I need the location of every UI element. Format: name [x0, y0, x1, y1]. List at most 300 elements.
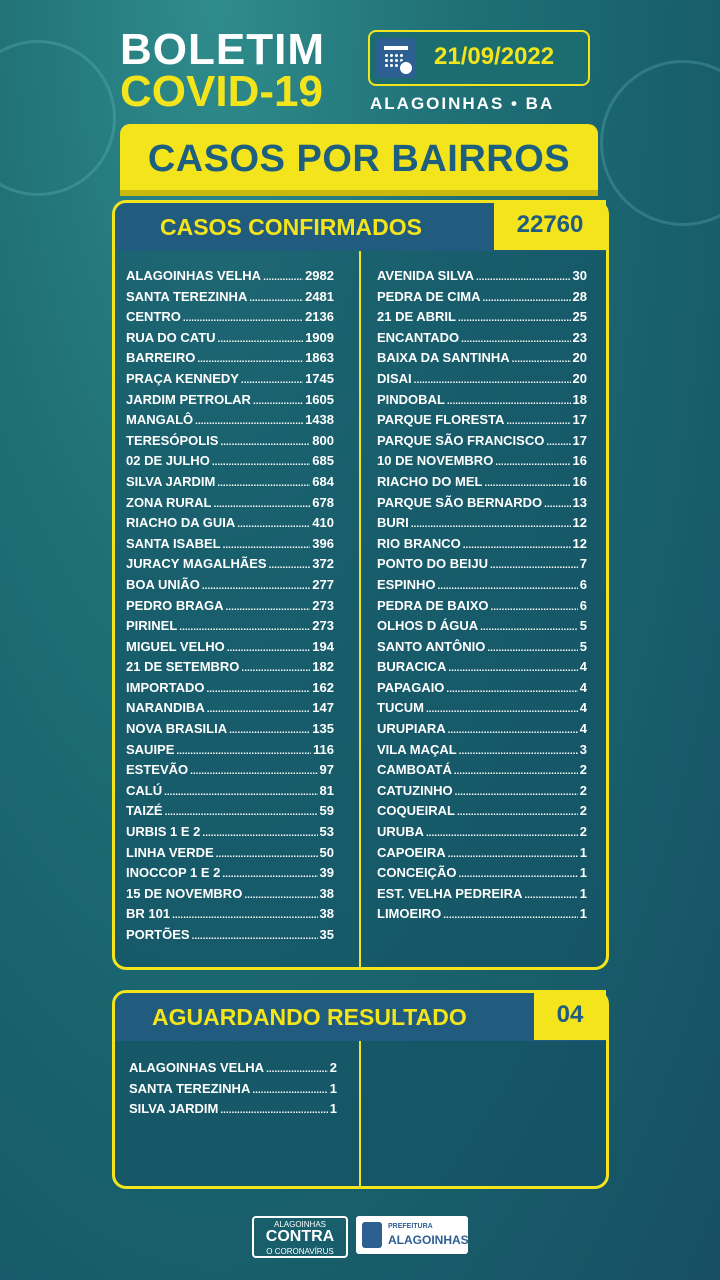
neighborhood-name: DISAI	[377, 370, 412, 386]
case-count: 23	[572, 329, 587, 345]
neighborhood-name: ENCANTADO	[377, 329, 460, 345]
confirmed-label: CASOS CONFIRMADOS	[160, 214, 422, 240]
case-count: 20	[572, 350, 587, 366]
neighborhood-name: IMPORTADO	[126, 679, 205, 695]
neighborhood-name: 10 DE NOVEMBRO	[377, 453, 494, 469]
neighborhood-row	[126, 453, 334, 474]
dot-leader	[244, 890, 317, 901]
neighborhood-row	[126, 783, 334, 804]
neighborhood-row	[377, 783, 587, 804]
case-count: 116	[313, 741, 334, 757]
neighborhood-name: CATUZINHO	[377, 782, 453, 798]
neighborhood-row	[377, 845, 587, 866]
neighborhood-name: CONCEIÇÃO	[377, 865, 457, 881]
neighborhood-row	[126, 371, 334, 392]
neighborhood-name: SILVA JARDIM	[129, 1101, 219, 1117]
neighborhood-row	[377, 309, 587, 330]
neighborhood-row	[126, 886, 334, 907]
neighborhood-name: OLHOS D ÁGUA	[377, 618, 479, 634]
dot-leader	[447, 396, 571, 407]
neighborhood-name: TERESÓPOLIS	[126, 432, 219, 448]
case-count: 2	[579, 803, 587, 819]
neighborhood-row	[126, 639, 334, 660]
neighborhood-row	[126, 392, 334, 413]
neighborhood-name: PORTÕES	[126, 927, 190, 942]
neighborhood-row	[126, 845, 334, 866]
banner-shadow	[120, 190, 598, 196]
neighborhood-row	[377, 824, 587, 845]
neighborhood-name: COQUEIRAL	[377, 803, 455, 819]
neighborhood-name: LINHA VERDE	[126, 844, 214, 860]
neighborhood-name: RUA DO CATU	[126, 329, 216, 345]
neighborhood-row	[126, 536, 334, 557]
dot-leader	[202, 828, 317, 839]
neighborhood-name: TAIZÉ	[126, 803, 163, 819]
case-count: 2	[329, 1060, 337, 1075]
neighborhood-row	[377, 659, 587, 680]
case-count: 30	[572, 268, 587, 283]
case-count: 4	[579, 659, 587, 675]
dot-leader	[172, 910, 317, 921]
neighborhood-row	[126, 618, 334, 639]
prefeitura-logo	[356, 1216, 468, 1254]
case-count: 1	[579, 906, 587, 922]
date-box	[368, 30, 590, 86]
neighborhood-name: BURACICA	[377, 659, 447, 675]
case-count: 81	[319, 782, 334, 798]
neighborhood-name: MANGALÔ	[126, 412, 194, 428]
neighborhood-name: SILVA JARDIM	[126, 473, 216, 489]
dot-leader	[455, 787, 578, 798]
dot-leader	[220, 1105, 327, 1116]
contra-coronavirus-logo	[252, 1216, 348, 1258]
confirmed-header	[115, 203, 606, 251]
dot-leader	[176, 746, 311, 757]
neighborhood-name: SANTA TEREZINHA	[129, 1080, 251, 1096]
dot-leader	[241, 663, 310, 674]
dot-leader	[218, 334, 304, 345]
location: ALAGOINHAS • BA	[370, 94, 555, 113]
neighborhood-name: ALAGOINHAS VELHA	[129, 1060, 265, 1075]
neighborhood-name: PARQUE FLORESTA	[377, 412, 505, 428]
neighborhood-row	[377, 433, 587, 454]
neighborhood-row	[377, 556, 587, 577]
case-count: 97	[319, 762, 334, 778]
neighborhood-row	[377, 886, 587, 907]
cases-by-neighborhood-banner	[120, 124, 598, 190]
case-count: 7	[579, 556, 587, 572]
case-count: 38	[319, 885, 334, 901]
column-divider	[359, 251, 361, 967]
dot-leader	[414, 375, 571, 386]
neighborhood-row	[126, 289, 334, 310]
dot-leader	[269, 560, 311, 571]
dot-leader	[544, 499, 570, 510]
neighborhood-row	[129, 1081, 337, 1102]
case-count: 1	[329, 1101, 337, 1117]
case-count: 800	[312, 432, 334, 448]
dot-leader	[484, 478, 570, 489]
neighborhood-row	[126, 515, 334, 536]
case-count: 182	[312, 659, 334, 675]
dot-leader	[480, 622, 578, 633]
dot-leader	[237, 519, 310, 530]
case-count: 4	[579, 721, 587, 737]
awaiting-total: 04	[534, 990, 606, 1040]
neighborhood-name: PEDRA DE CIMA	[377, 288, 481, 304]
case-count: 2136	[305, 309, 334, 325]
dot-leader	[229, 725, 310, 736]
dot-leader	[227, 643, 311, 654]
neighborhood-name: VILA MAÇAL	[377, 741, 457, 757]
neighborhood-name: PARQUE SÃO FRANCISCO	[377, 432, 545, 448]
logo1-bottom: O CORONAVÍRUS	[266, 1247, 334, 1256]
dot-leader	[448, 663, 577, 674]
neighborhood-name: PINDOBAL	[377, 391, 445, 407]
neighborhood-row	[126, 680, 334, 701]
neighborhood-name: INOCCOP 1 E 2	[126, 865, 221, 881]
case-count: 2	[579, 824, 587, 840]
title-covid: COVID-19	[120, 67, 323, 116]
neighborhood-row	[126, 495, 334, 516]
case-count: 1438	[305, 412, 334, 428]
neighborhood-name: EST. VELHA PEDREIRA	[377, 885, 523, 901]
case-count: 396	[312, 535, 334, 551]
neighborhood-row	[377, 762, 587, 783]
case-count: 372	[312, 556, 334, 572]
dot-leader	[220, 437, 310, 448]
awaiting-label: AGUARDANDO RESULTADO	[152, 1004, 467, 1030]
case-count: 162	[312, 679, 334, 695]
neighborhood-row	[126, 824, 334, 845]
dot-leader	[490, 602, 577, 613]
column-divider	[359, 1041, 361, 1186]
confirmed-total: 22760	[494, 200, 606, 250]
neighborhood-name: BR 101	[126, 906, 171, 922]
dot-leader	[443, 910, 577, 921]
confirmed-right-column	[377, 268, 587, 927]
neighborhood-row	[377, 639, 587, 660]
dot-leader	[458, 313, 571, 324]
neighborhood-row	[377, 680, 587, 701]
neighborhood-row	[377, 700, 587, 721]
dot-leader	[459, 746, 578, 757]
dot-leader	[426, 704, 578, 715]
case-count: 6	[579, 597, 587, 613]
dot-leader	[463, 540, 571, 551]
neighborhood-name: 15 DE NOVEMBRO	[126, 885, 243, 901]
dot-leader	[457, 807, 578, 818]
neighborhood-row	[377, 474, 587, 495]
case-count: 2481	[305, 288, 334, 304]
dot-leader	[512, 354, 571, 365]
dot-leader	[461, 334, 570, 345]
neighborhood-row	[377, 577, 587, 598]
case-count: 273	[312, 618, 334, 634]
neighborhood-name: PONTO DO BEIJU	[377, 556, 489, 572]
case-count: 1	[329, 1080, 337, 1096]
case-count: 4	[579, 700, 587, 716]
case-count: 12	[572, 535, 587, 551]
logo2-top: PREFEITURA	[388, 1223, 433, 1230]
dot-leader	[490, 560, 578, 571]
neighborhood-row	[126, 556, 334, 577]
neighborhood-name: SANTO ANTÔNIO	[377, 638, 486, 654]
neighborhood-name: ESPINHO	[377, 576, 436, 592]
neighborhood-name: CALÚ	[126, 782, 163, 798]
case-count: 59	[319, 803, 334, 819]
dot-leader	[197, 354, 303, 365]
neighborhood-name: AVENIDA SILVA	[377, 268, 475, 283]
neighborhood-name: PEDRO BRAGA	[126, 597, 224, 613]
case-count: 277	[312, 576, 334, 592]
neighborhood-row	[126, 721, 334, 742]
neighborhood-name: LIMOEIRO	[377, 906, 442, 922]
dot-leader	[426, 828, 578, 839]
dot-leader	[165, 807, 318, 818]
neighborhood-name: 21 DE ABRIL	[377, 309, 456, 325]
dot-leader	[446, 684, 577, 695]
dot-leader	[411, 519, 571, 530]
neighborhood-name: CENTRO	[126, 309, 181, 325]
neighborhood-row	[377, 618, 587, 639]
neighborhood-row	[377, 721, 587, 742]
neighborhood-name: JURACY MAGALHÃES	[126, 556, 267, 572]
case-count: 17	[572, 412, 587, 428]
dot-leader	[190, 766, 317, 777]
awaiting-panel	[112, 990, 609, 1189]
neighborhood-name: NOVA BRASILIA	[126, 721, 228, 737]
dot-leader	[195, 416, 303, 427]
neighborhood-row	[377, 453, 587, 474]
neighborhood-row	[377, 289, 587, 310]
case-count: 5	[579, 638, 587, 654]
neighborhood-name: SANTA ISABEL	[126, 535, 221, 551]
neighborhood-name: SAUIPE	[126, 741, 175, 757]
neighborhood-row	[377, 412, 587, 433]
dot-leader	[524, 890, 577, 901]
neighborhood-row	[126, 433, 334, 454]
neighborhood-name: TUCUM	[377, 700, 424, 716]
neighborhood-row	[126, 865, 334, 886]
awaiting-header	[115, 993, 606, 1041]
dot-leader	[241, 375, 303, 386]
neighborhood-row	[126, 412, 334, 433]
dot-leader	[263, 272, 303, 283]
neighborhood-row	[126, 577, 334, 598]
neighborhood-row	[377, 495, 587, 516]
case-count: 1	[579, 865, 587, 881]
case-count: 5	[579, 618, 587, 634]
neighborhood-name: ZONA RURAL	[126, 494, 212, 510]
neighborhood-name: PAPAGAIO	[377, 679, 445, 695]
case-count: 16	[572, 453, 587, 469]
neighborhood-row	[126, 350, 334, 371]
neighborhood-name: NARANDIBA	[126, 700, 205, 716]
dot-leader	[266, 1064, 328, 1075]
header	[0, 0, 720, 120]
dot-leader	[495, 457, 570, 468]
dot-leader	[212, 457, 310, 468]
dot-leader	[192, 931, 318, 942]
case-count: 1863	[305, 350, 334, 366]
case-count: 1	[579, 885, 587, 901]
neighborhood-row	[126, 906, 334, 927]
case-count: 2982	[305, 268, 334, 283]
title-boletim: BOLETIM	[120, 25, 325, 74]
neighborhood-name: BARREIRO	[126, 350, 196, 366]
case-count: 678	[312, 494, 334, 510]
dot-leader	[226, 602, 311, 613]
dot-leader	[202, 581, 310, 592]
neighborhood-row	[377, 268, 587, 289]
neighborhood-row	[377, 742, 587, 763]
neighborhood-name: CAPOEIRA	[377, 844, 446, 860]
case-count: 13	[572, 494, 587, 510]
coat-of-arms-icon	[362, 1222, 382, 1248]
dot-leader	[253, 396, 303, 407]
neighborhood-name: PARQUE SÃO BERNARDO	[377, 494, 543, 510]
case-count: 18	[572, 391, 587, 407]
case-count: 1745	[305, 370, 334, 386]
calendar-icon	[376, 38, 416, 78]
neighborhood-row	[377, 906, 587, 927]
neighborhood-name: MIGUEL VELHO	[126, 638, 225, 654]
awaiting-left-column	[129, 1060, 337, 1122]
dot-leader	[483, 293, 571, 304]
case-count: 12	[572, 515, 587, 531]
neighborhood-name: PIRINEL	[126, 618, 178, 634]
neighborhood-row	[377, 515, 587, 536]
case-count: 684	[312, 473, 334, 489]
neighborhood-row	[126, 742, 334, 763]
case-count: 28	[572, 288, 587, 304]
banner-title: CASOS POR BAIRROS	[147, 138, 571, 180]
dot-leader	[438, 581, 578, 592]
dot-leader	[183, 313, 303, 324]
neighborhood-name: CAMBOATÁ	[377, 762, 452, 778]
neighborhood-name: BAIXA DA SANTINHA	[377, 350, 510, 366]
confirmed-left-column	[126, 268, 334, 948]
case-count: 194	[312, 638, 334, 654]
dot-leader	[476, 272, 571, 283]
logo2-main: ALAGOINHAS	[388, 1233, 469, 1247]
case-count: 2	[579, 762, 587, 778]
neighborhood-row	[126, 762, 334, 783]
case-count: 410	[312, 515, 334, 531]
neighborhood-row	[129, 1101, 337, 1122]
dot-leader	[206, 684, 310, 695]
neighborhood-row	[377, 803, 587, 824]
neighborhood-row	[126, 268, 334, 289]
dot-leader	[458, 869, 577, 880]
neighborhood-row	[126, 927, 334, 948]
dot-leader	[448, 849, 578, 860]
neighborhood-name: URBIS 1 E 2	[126, 824, 201, 840]
neighborhood-name: RIACHO DO MEL	[377, 473, 483, 489]
dot-leader	[454, 766, 578, 777]
case-count: 35	[319, 927, 334, 942]
neighborhood-row	[377, 598, 587, 619]
case-count: 20	[572, 370, 587, 386]
dot-leader	[252, 1085, 327, 1096]
case-count: 4	[579, 679, 587, 695]
neighborhood-name: ESTEVÃO	[126, 762, 189, 778]
neighborhood-name: URUPIARA	[377, 721, 446, 737]
neighborhood-row	[129, 1060, 337, 1081]
dot-leader	[213, 499, 310, 510]
neighborhood-row	[377, 865, 587, 886]
neighborhood-name: 02 DE JULHO	[126, 453, 210, 469]
neighborhood-name: PEDRA DE BAIXO	[377, 597, 489, 613]
neighborhood-row	[126, 309, 334, 330]
neighborhood-name: ALAGOINHAS VELHA	[126, 268, 262, 283]
neighborhood-name: 21 DE SETEMBRO	[126, 659, 240, 675]
dot-leader	[223, 540, 311, 551]
dot-leader	[222, 869, 317, 880]
case-count: 17	[572, 432, 587, 448]
dot-leader	[207, 704, 311, 715]
neighborhood-name: RIO BRANCO	[377, 535, 461, 551]
logo1-main: CONTRA	[265, 1228, 335, 1245]
confirmed-panel	[112, 200, 609, 970]
neighborhood-name: BURI	[377, 515, 409, 531]
neighborhood-row	[126, 598, 334, 619]
dot-leader	[487, 643, 577, 654]
bulletin-date: 21/09/2022	[434, 43, 555, 70]
case-count: 147	[312, 700, 334, 716]
neighborhood-row	[126, 330, 334, 351]
neighborhood-name: SANTA TEREZINHA	[126, 288, 248, 304]
neighborhood-row	[377, 330, 587, 351]
neighborhood-row	[377, 392, 587, 413]
case-count: 6	[579, 576, 587, 592]
case-count: 3	[579, 741, 587, 757]
case-count: 16	[572, 473, 587, 489]
case-count: 50	[319, 844, 334, 860]
neighborhood-name: PRAÇA KENNEDY	[126, 370, 239, 386]
case-count: 1909	[305, 329, 334, 345]
neighborhood-name: JARDIM PETROLAR	[126, 391, 251, 407]
dot-leader	[546, 437, 570, 448]
neighborhood-row	[126, 659, 334, 680]
case-count: 1605	[305, 391, 334, 407]
case-count: 135	[312, 721, 334, 737]
neighborhood-name: RIACHO DA GUIA	[126, 515, 236, 531]
dot-leader	[506, 416, 570, 427]
case-count: 2	[579, 782, 587, 798]
neighborhood-row	[377, 536, 587, 557]
neighborhood-row	[126, 474, 334, 495]
case-count: 38	[319, 906, 334, 922]
neighborhood-row	[126, 700, 334, 721]
case-count: 53	[319, 824, 334, 840]
neighborhood-row	[377, 350, 587, 371]
dot-leader	[216, 849, 318, 860]
neighborhood-row	[126, 803, 334, 824]
logo1-top: ALAGOINHAS	[273, 1220, 326, 1229]
case-count: 685	[312, 453, 334, 469]
dot-leader	[448, 725, 578, 736]
case-count: 273	[312, 597, 334, 613]
case-count: 1	[579, 844, 587, 860]
neighborhood-row	[377, 371, 587, 392]
dot-leader	[249, 293, 303, 304]
dot-leader	[164, 787, 317, 798]
case-count: 25	[572, 309, 587, 325]
case-count: 39	[319, 865, 334, 881]
neighborhood-name: URUBA	[377, 824, 424, 840]
